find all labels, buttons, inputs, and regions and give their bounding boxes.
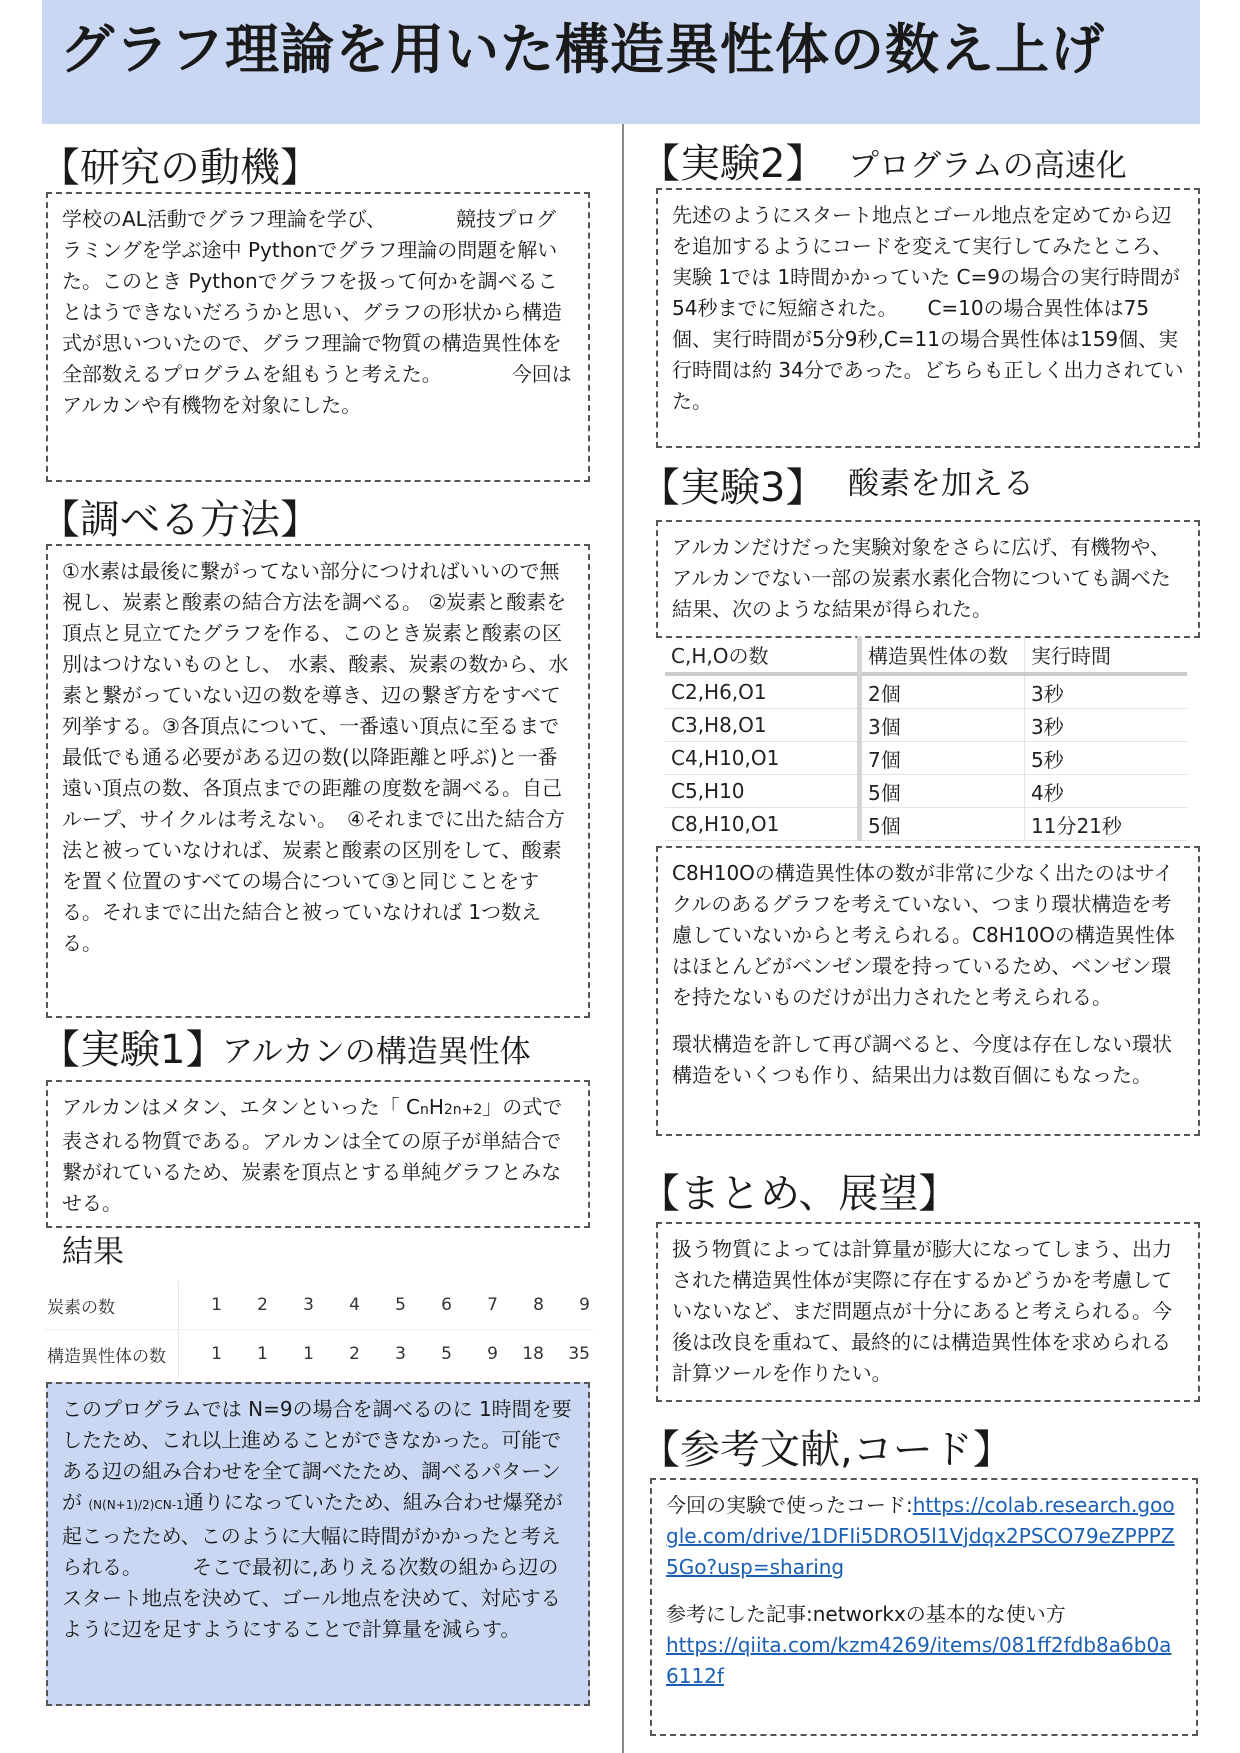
article-link[interactable]: https://qiita.com/kzm4269/items/081ff2fdb8a6b0a6112f xyxy=(666,1633,1172,1688)
table-cell: 9 xyxy=(487,1344,498,1364)
table-cell: 3秒 xyxy=(1025,709,1188,742)
table-row xyxy=(665,742,1187,775)
motivation-heading: 【研究の動機】 xyxy=(40,145,320,191)
exp1-box xyxy=(46,1080,590,1228)
exp3-text: アルカンだけだった実験対象をさらに広げ、有機物や、アルカンでない一部の炭素水素化合物についても調べた結果、次のような結果が得られた。 xyxy=(672,535,1171,621)
code-link[interactable]: https://colab.research.google.com/drive/1DFIi5DRO5l1Vjdqx2PSCO79eZPPPZ5Go?usp=sharing xyxy=(666,1493,1175,1579)
table-cell: 3個 xyxy=(860,709,1025,742)
exp1-heading: 【実験1】 xyxy=(40,1027,226,1073)
table-cell: 5 xyxy=(363,1281,409,1330)
exp1-subheading: アルカンの構造異性体 xyxy=(222,1034,531,1070)
table-cell: 9 xyxy=(547,1281,593,1330)
article-reference-label: 参考にした記事:networkxの基本的な使い方 xyxy=(666,1602,1066,1626)
references-box xyxy=(650,1478,1198,1736)
exp3-heading: 【実験3】 xyxy=(640,465,826,511)
table-cell: 2 xyxy=(349,1344,360,1364)
table-cell: C2,H6,O1 xyxy=(665,674,860,709)
oxygen-result-table xyxy=(665,636,1187,841)
exp3-discussion-box xyxy=(656,846,1200,1136)
table-cell: 5個 xyxy=(860,775,1025,808)
page-title: グラフ理論を用いた構造異性体の数え上げ xyxy=(60,18,1105,81)
table-cell: 4秒 xyxy=(1025,775,1188,808)
result-heading: 結果 xyxy=(62,1234,124,1270)
table-cell: 11分21秒 xyxy=(1025,808,1188,841)
table-cell: C5,H10 xyxy=(665,775,860,808)
table-header: 実行時間 xyxy=(1025,636,1188,674)
references-heading: 【参考文献,コード】 xyxy=(640,1427,1013,1473)
table-header: 構造異性体の数 xyxy=(860,636,1025,674)
motivation-text: 学校のAL活動でグラフ理論を学び、 競技プログラミングを学ぶ途中 Pythonでグラフ理論の問題を解いた。このとき Pythonでグラフを扱って何かを調べることはうできないだろうかと思い、グラフの形状から構造式が思いついたので、グラフ理論で物質の構造異性体を全部数えるプログラムを組もうと考えた。 今回はアルカンや有機物を対象にした。 xyxy=(62,207,572,417)
exp2-heading: 【実験2】 xyxy=(640,141,826,187)
table-cell: 2個 xyxy=(860,674,1025,709)
code-reference: 今回の実験で使ったコード:https://colab.research.google.com/drive/1DFIi5DRO5l1Vjdqx2PSCO79eZPPPZ5Go?usp=sharing xyxy=(666,1493,1175,1579)
table-row xyxy=(665,775,1187,808)
table-row xyxy=(665,674,1187,709)
summary-heading: 【まとめ、展望】 xyxy=(640,1171,959,1217)
table-header-row xyxy=(665,636,1187,674)
table-cell: 7個 xyxy=(860,742,1025,775)
table-cell: 3 xyxy=(395,1344,406,1364)
table-cell: 8 xyxy=(501,1281,547,1330)
table-cell: 5個 xyxy=(860,808,1025,841)
table-cell: 1 xyxy=(257,1344,268,1364)
exp2-subheading: プログラムの高速化 xyxy=(848,148,1127,184)
exp1-text: アルカンはメタン、エタンといった「 CnH2n+2」の式で表される物質である。アルカンは全ての原子が単結合で繋がれているため、炭素を頂点とする単純グラフとみなせる。 xyxy=(62,1095,563,1215)
table-cell: 3秒 xyxy=(1025,674,1188,709)
table-cell: 35 xyxy=(568,1344,590,1364)
table-header: C,H,Oの数 xyxy=(665,636,860,674)
alkane-result-table xyxy=(44,1281,593,1378)
table-row xyxy=(44,1281,593,1330)
exp3-box xyxy=(656,520,1200,638)
exp2-box xyxy=(656,188,1200,448)
table-cell: 7 xyxy=(455,1281,501,1330)
table-row xyxy=(665,709,1187,742)
exp3-subheading: 酸素を加える xyxy=(848,466,1034,502)
table-cell: C4,H10,O1 xyxy=(665,742,860,775)
table-cell: C3,H8,O1 xyxy=(665,709,860,742)
method-text: ①水素は最後に繋がってない部分につければいいので無視し、炭素と酸素の結合方法を調べる。 ②炭素と酸素を頂点と見立てたグラフを作る、このとき炭素と酸素の区別はつけないものとし、 水素、酸素、炭素の数から、水素と繋がっていない辺の数を導き、辺の繋ぎ方をすべて列挙する。③各頂点について、一番遠い頂点に至るまで 最低でも通る必要がある辺の数(以降距離と呼ぶ)と一番遠い頂点の数、各頂点までの距離の度数を調べる。自己ループ、サイクルは考えない。 ④それまでに出た結合方法と被っていなければ、炭素と酸素の区別をして、酸素を置く位置のすべての場合について③と同じことをする。それまでに出た結合と被っていなければ 1つ数える。 xyxy=(62,559,580,955)
table-cell: 1 xyxy=(179,1281,226,1330)
summary-text: 扱う物質によっては計算量が膨大になってしまう、出力された構造異性体が実際に存在するかどうかを考慮していないなど、まだ問題点が十分にあると考えられる。今後は改良を重ねて、最終的には構造異性体を求められる計算ツールを作りたい。 xyxy=(672,1237,1172,1385)
table-row-label: 構造異性体の数 xyxy=(44,1330,179,1379)
table-row xyxy=(44,1330,593,1379)
method-heading: 【調べる方法】 xyxy=(40,497,320,543)
exp3-discussion-text-2: 環状構造を許して再び調べると、今度は存在しない環状構造をいくつも作り、結果出力は数百個にもなった。 xyxy=(672,1032,1172,1087)
exp1-note-text: このプログラムでは N=9の場合を調べるのに 1時間を要したため、これ以上進めることができなかった。可能である辺の組み合わせを全て調べたため、調べるパターンが (N(N+1)/2)CN-1通りになっていたため、組み合わせ爆発が起こったため、このように大幅に時間がかかったと考えられる。 そこで最初に,ありえる次数の組から辺のスタート地点を決めて、ゴール地点を決めて、対応するように辺を足すようにすることで計算量を減らす。 xyxy=(62,1397,572,1641)
table-cell: 1 xyxy=(211,1344,222,1364)
table-cell: 3 xyxy=(271,1281,317,1330)
table-cell: 5秒 xyxy=(1025,742,1188,775)
table-cell: C8,H10,O1 xyxy=(665,808,860,841)
table-row-label: 炭素の数 xyxy=(44,1281,179,1330)
table-cell: 18 xyxy=(522,1344,544,1364)
table-cell: 1 xyxy=(303,1344,314,1364)
table-cell: 2 xyxy=(225,1281,271,1330)
motivation-box xyxy=(46,192,590,482)
exp1-note-box xyxy=(46,1382,590,1706)
table-cell: 6 xyxy=(409,1281,455,1330)
exp2-text: 先述のようにスタート地点とゴール地点を定めてから辺を追加するようにコードを変えて実行してみたところ、実験 1では 1時間かかっていた C=9の場合の実行時間が54秒までに短縮された。 C=10の場合異性体は75個、実行時間が5分9秒,C=11の場合異性体は159個、実行時間は約 34分であった。どちらも正しく出力されていた。 xyxy=(672,203,1184,413)
summary-box xyxy=(656,1222,1200,1402)
method-box xyxy=(46,544,590,1018)
table-cell: 4 xyxy=(317,1281,363,1330)
table-cell: 5 xyxy=(441,1344,452,1364)
exp3-discussion-text: C8H10Oの構造異性体の数が非常に少なく出たのはサイクルのあるグラフを考えていない、つまり環状構造を考慮していないからと考えられる。C8H10Oの構造異性体はほとんどがベンゼン環を持っているため、ベンゼン環を持たないものだけが出力されたと考えられる。 xyxy=(672,861,1175,1009)
table-row xyxy=(665,808,1187,841)
column-divider xyxy=(622,124,624,1753)
